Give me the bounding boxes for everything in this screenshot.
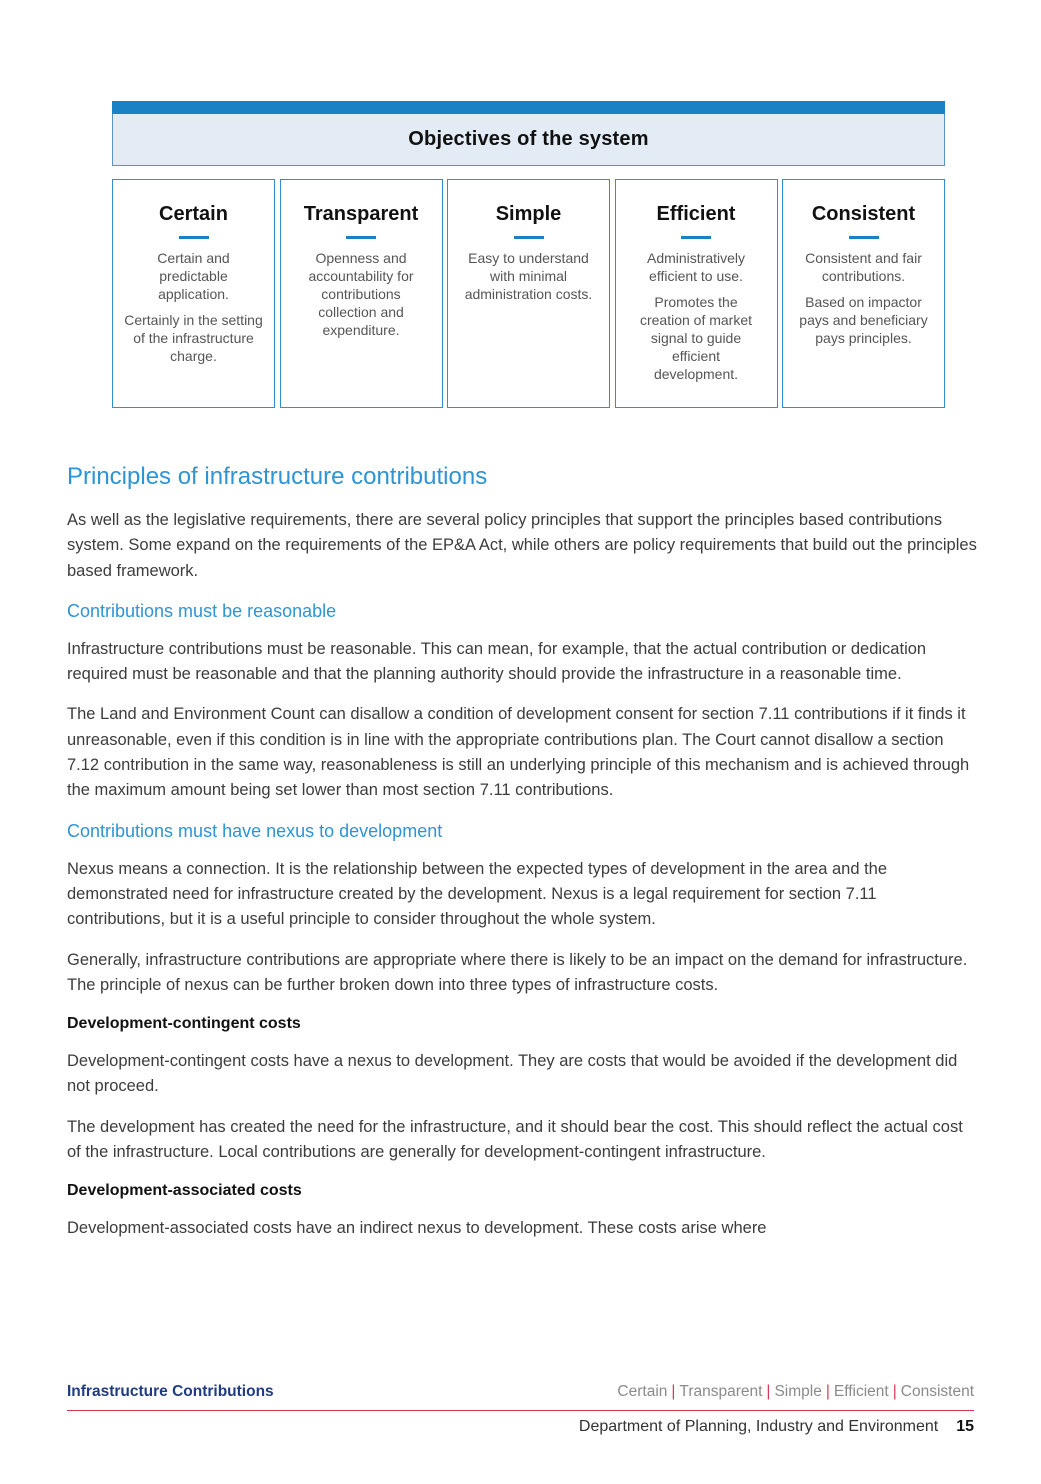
objective-heading: Certain [159,203,228,225]
objective-card-consistent [782,179,945,408]
footer-tag: Consistent [900,1383,974,1400]
footer-department-line [579,1418,974,1436]
heading-contingent-costs: Development-contingent costs [67,1015,301,1033]
footer-separator: | [766,1383,771,1400]
page-number: 15 [956,1418,974,1435]
footer-tag: Efficient [833,1383,889,1400]
objective-heading: Simple [495,203,562,225]
paragraph: Nexus means a connection. It is the relationship between the expected types of development in the area and the demonstrated need for infrastructure created by the development. Nexus is a legal requirement for section 7.11 contributions, but it is a useful principle to consider throughout the whole system. [67,859,888,929]
paragraph: The Land and Environment Count can disallow a condition of development consent for section 7.11 contributions if it finds it unreasonable, even if this condition is in line with the appropriate contributions plan. The Court cannot disallow a section 7.12 contribution in the same way, reasonableness is still an underlying principle of this mechanism and is achieved through the maximum amount being set lower than most section 7.11 contributions. [67,705,970,800]
paragraph: Infrastructure contributions must be reasonable. This can mean, for example, that the actual contribution or dedication required must be reasonable and that the planning authority should provide the infrastructure in a reasonable time. [67,639,927,684]
footer-separator: | [825,1383,830,1400]
footer-tag: Certain [617,1383,668,1400]
objective-card-transparent [280,179,443,408]
footer-tag: Transparent [679,1383,763,1400]
subheading-reasonable: Contributions must be reasonable [67,600,337,621]
section-title: Principles of infrastructure contributions [67,463,488,490]
objective-rule [179,236,209,239]
objective-heading: Transparent [303,203,419,225]
footer-tag: Simple [774,1383,822,1400]
objectives-cards [112,179,945,408]
objective-heading: Efficient [656,203,736,225]
subheading-nexus: Contributions must have nexus to development [67,820,443,841]
main-content [67,462,977,1257]
objectives-diagram [112,101,945,382]
objective-rule [681,236,711,239]
objective-text: Certain and predictable application. [157,250,230,302]
heading-associated-costs: Development-associated costs [67,1182,302,1200]
paragraph: Generally, infrastructure contributions are appropriate where there is likely to be an impact on the demand for infrastructure. The principle of nexus can be further broken down into three types of infrastructure costs. [67,950,968,994]
objective-rule [849,236,879,239]
footer-tags [617,1383,974,1401]
objective-card-efficient [615,179,778,408]
objective-text: Consistent and fair contributions. [805,250,922,284]
objectives-top-bar [112,101,945,114]
footer-divider [67,1410,974,1411]
paragraph: Development-associated costs have an indirect nexus to development. These costs arise where [67,1219,767,1238]
intro-paragraph: As well as the legislative requirements, there are several policy principles that support the principles based contributions system. Some expand on the requirements of the EP&A Act, while others are policy requirements that build out the principles based framework. [67,511,977,580]
paragraph: Development-contingent costs have a nexus to development. They are costs that would be avoided if the development did not proceed. [67,1052,958,1096]
objective-text: Based on impactor pays and beneficiary pays principles. [799,294,928,346]
objective-text: Certainly in the setting of the infrastructure charge. [124,312,263,364]
footer-doc-title: Infrastructure Contributions [67,1383,274,1400]
objective-card-certain [112,179,275,408]
objective-text: Administratively efficient to use. [646,250,746,284]
objective-rule [346,236,376,239]
objective-text: Openness and accountability for contributions collection and expenditure. [308,250,414,338]
paragraph: The development has created the need for the infrastructure, and it should bear the cost. This should reflect the actual cost of the infrastructure. Local contributions are generally for development-contingent infrastructure. [67,1117,963,1162]
objective-heading: Consistent [811,203,916,225]
footer-separator: | [671,1383,676,1400]
footer-separator: | [892,1383,897,1400]
objective-rule [514,236,544,239]
objective-text: Promotes the creation of market signal to guide efficient development. [639,294,753,382]
footer-department: Department of Planning, Industry and Environment [578,1418,939,1435]
objectives-title: Objectives of the system [112,114,945,166]
objective-text: Easy to understand with minimal administration costs. [464,250,593,302]
objective-card-simple [447,179,610,408]
